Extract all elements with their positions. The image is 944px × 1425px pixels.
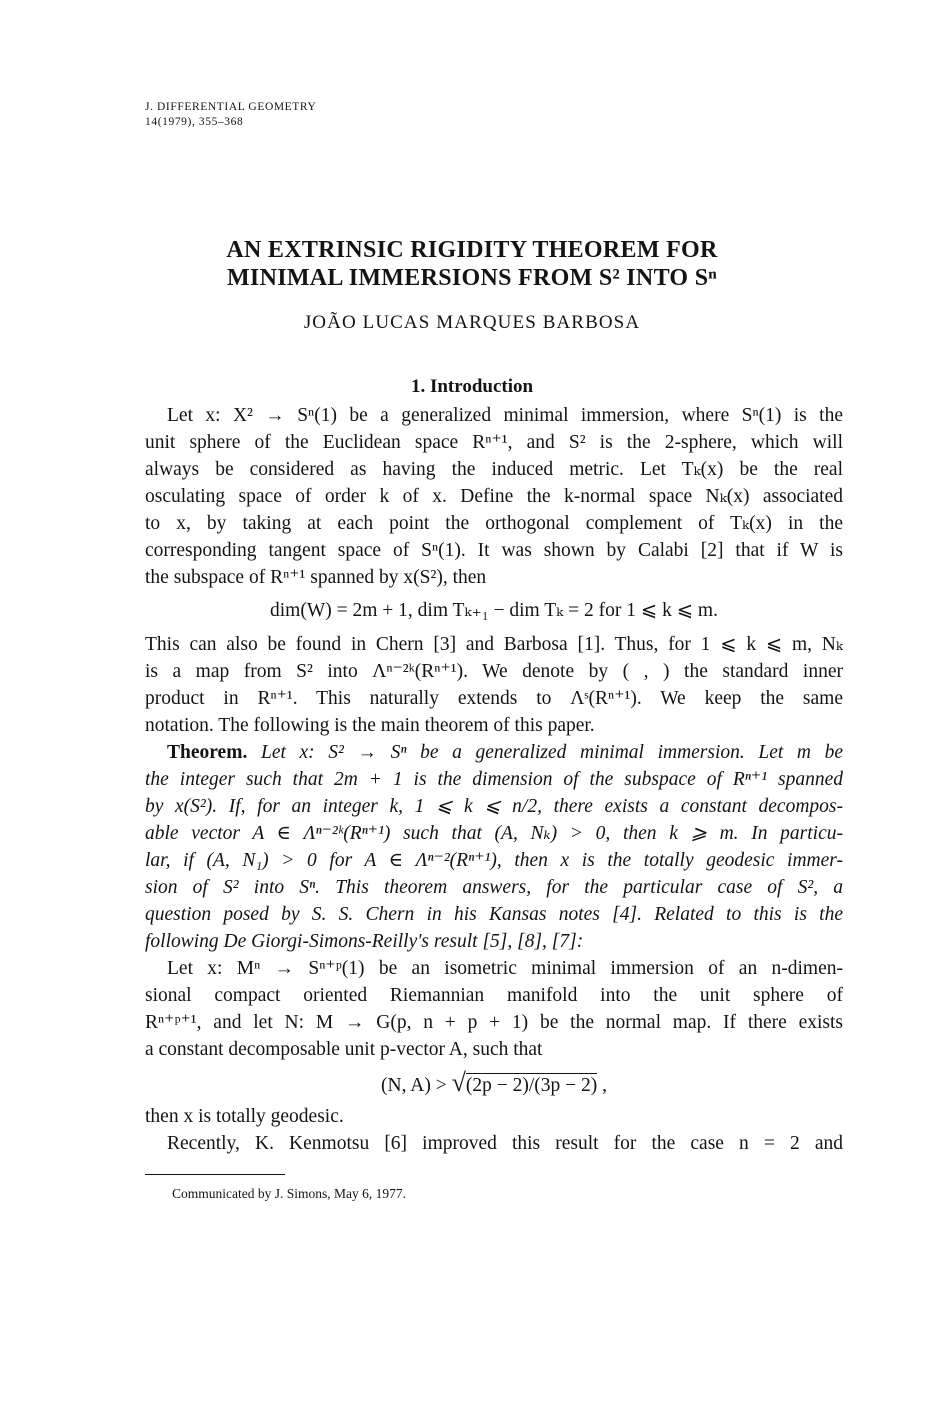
theorem-line: question posed by S. S. Chern in his Kansas notes [4]. Related to this is the — [145, 904, 843, 925]
text-line: corresponding tangent space of Sⁿ(1). It was shown by Calabi [2] that if W is — [145, 540, 843, 561]
text-line: is a map from S² into Λⁿ⁻²ᵏ(Rⁿ⁺¹). We denote by ( , ) the standard inner — [145, 661, 843, 682]
text-line: product in Rⁿ⁺¹. This naturally extends to Λˢ(Rⁿ⁺¹). We keep the same — [145, 688, 843, 709]
theorem-label: Theorem. — [167, 742, 248, 763]
text-line: Let x: Mⁿ → Sⁿ⁺ᵖ(1) be an isometric minimal immersion of an n-dimen- — [167, 958, 843, 979]
equation-inequality — [145, 1063, 843, 1103]
theorem-line: following De Giorgi-Simons-Reilly's result [5], [8], [7]: — [145, 931, 584, 952]
text-line: to x, by taking at each point the orthogonal complement of Tₖ(x) in the — [145, 513, 843, 534]
theorem-line: sion of S² into Sⁿ. This theorem answers, for the particular case of S², a — [145, 877, 843, 898]
equation-left: (N, A) > — [381, 1075, 447, 1096]
theorem-line: lar, if (A, N₁) > 0 for A ∈ Λⁿ⁻²(Rⁿ⁺¹), then x is the totally geodesic immer- — [145, 850, 843, 871]
sqrt-icon: √ — [451, 1068, 466, 1097]
text-line: Let x: X² → Sⁿ(1) be a generalized minimal immersion, where Sⁿ(1) is the — [167, 405, 843, 426]
text-line: notation. The following is the main theorem of this paper. — [145, 715, 595, 736]
text-line: then x is totally geodesic. — [145, 1106, 344, 1127]
author-name: JOÃO LUCAS MARQUES BARBOSA — [303, 312, 641, 333]
theorem-line: able vector A ∈ Λⁿ⁻²ᵏ(Rⁿ⁺¹) such that (A, Nₖ) > 0, then k ⩾ m. In particu- — [145, 823, 843, 844]
theorem-line: by x(S²). If, for an integer k, 1 ⩽ k ⩽ n/2, there exists a constant decompos- — [145, 796, 843, 817]
journal-volume: 14(1979), 355–368 — [145, 116, 244, 128]
journal-header — [145, 100, 316, 130]
title-line-2: MINIMAL IMMERSIONS FROM S² INTO Sⁿ — [226, 265, 717, 291]
text-line: a constant decomposable unit p-vector A, such that — [145, 1039, 543, 1060]
text-line: always be considered as having the induced metric. Let Tₖ(x) be the real — [145, 459, 843, 480]
text-line: Rⁿ⁺ᵖ⁺¹, and let N: M → G(p, n + p + 1) be the normal map. If there exists — [145, 1012, 843, 1033]
text-line: unit sphere of the Euclidean space Rⁿ⁺¹, and S² is the 2-sphere, which will — [145, 432, 843, 453]
equation-dimension: dim(W) = 2m + 1, dim Tₖ₊₁ − dim Tₖ = 2 for 1 ⩽ k ⩽ m. — [270, 600, 718, 621]
equation-end: , — [602, 1075, 607, 1096]
equation-radicand: (2p − 2)/(3p − 2) — [465, 1075, 598, 1096]
body-text — [145, 402, 843, 1157]
text-line: This can also be found in Chern [3] and Barbosa [1]. Thus, for 1 ⩽ k ⩽ m, Nₖ — [145, 634, 843, 655]
text-line: osculating space of order k of x. Define the k-normal space Nₖ(x) associated — [145, 486, 843, 507]
text-line: sional compact oriented Riemannian manifold into the unit sphere of — [145, 985, 843, 1006]
theorem-line — [145, 739, 843, 766]
journal-name: J. DIFFERENTIAL GEOMETRY — [145, 101, 317, 113]
theorem-text: Let x: S² → Sⁿ be a generalized minimal immersion. Let m be — [260, 742, 843, 763]
section-heading: 1. Introduction — [410, 376, 534, 397]
footnote: Communicated by J. Simons, May 6, 1977. — [172, 1186, 406, 1201]
text-line: the subspace of Rⁿ⁺¹ spanned by x(S²), then — [145, 567, 487, 588]
paper-title — [0, 236, 944, 292]
text-line: Recently, K. Kenmotsu [6] improved this result for the case n = 2 and — [167, 1133, 843, 1154]
theorem-line: the integer such that 2m + 1 is the dimension of the subspace of Rⁿ⁺¹ spanned — [145, 769, 843, 790]
footnote-divider — [145, 1174, 285, 1175]
title-line-1: AN EXTRINSIC RIGIDITY THEOREM FOR — [226, 237, 718, 263]
